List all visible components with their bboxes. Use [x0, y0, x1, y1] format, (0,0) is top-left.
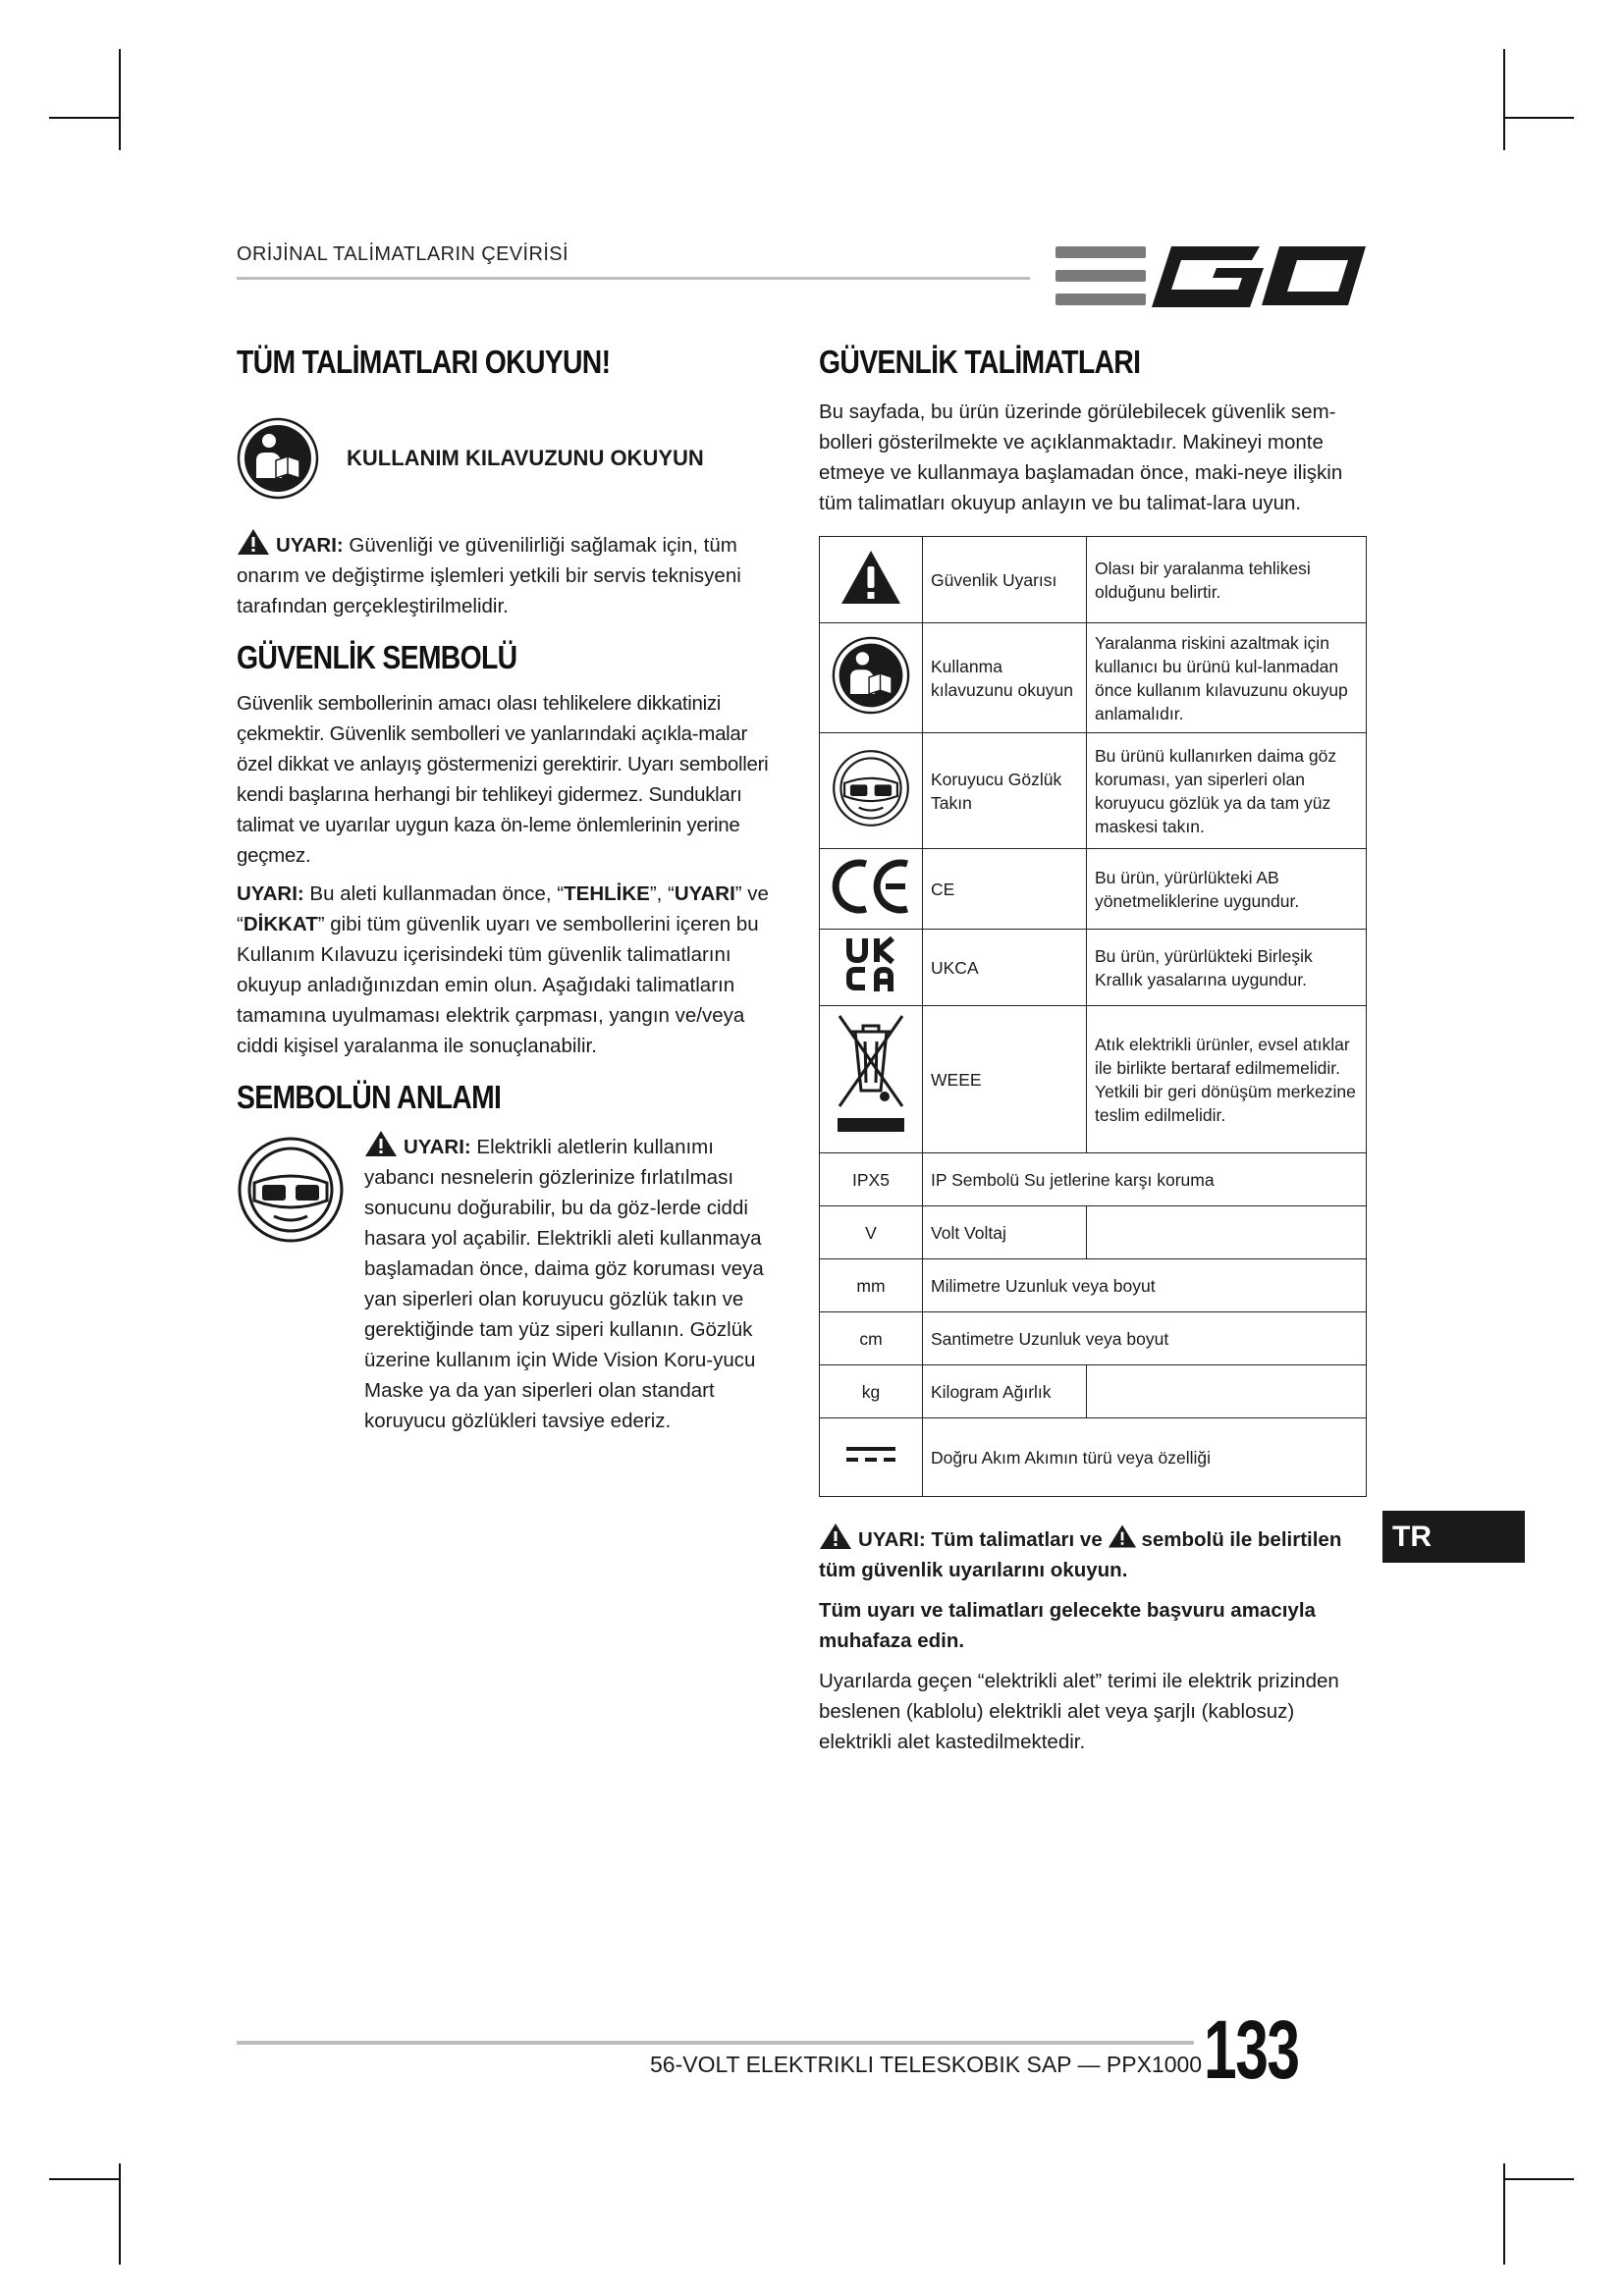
footer-product-title: 56-VOLT ELEKTRIKLI TELESKOBIK SAP — PPX1000 — [650, 2052, 1203, 2077]
table-cell: Güvenlik Uyarısı — [923, 537, 1087, 623]
table-row — [820, 537, 1367, 623]
table-cell: IPX5 — [820, 1153, 923, 1206]
table-cell: Milimetre Uzunluk veya boyut — [923, 1259, 1367, 1312]
table-cell: Bu ürün, yürürlükteki AB yönetmeliklerine uygundur. — [1087, 849, 1367, 930]
table-cell: Bu ürün, yürürlükteki Birleşik Krallık yasalarına uygundur. — [1087, 930, 1367, 1006]
crop-mark — [1503, 2178, 1574, 2180]
table-cell: V — [820, 1206, 923, 1259]
bottom-warning — [819, 1522, 1369, 1585]
table-cell: Kullanma kılavuzunu okuyun — [923, 623, 1087, 733]
table-row — [820, 623, 1367, 733]
heading-read-all: TÜM TALİMATLARI OKUYUN! — [237, 344, 611, 380]
header-title: ORİJİNAL TALİMATLARIN ÇEVİRİSİ — [237, 243, 568, 265]
table-cell — [820, 1418, 923, 1497]
intro-paragraph: Bu sayfada, bu ürün üzerinde görülebilecek güvenlik sem-bolleri gösterilmekte ve açıklanmaktadır. Makineyi monte etmeye ve kullanmaya başlamadan önce, maki-neye ilişkin tüm talimatları okuyup anlayın ve bu talimat-lara uyun. — [819, 400, 1343, 514]
table-cell: cm — [820, 1312, 923, 1365]
keyword-uyari: UYARI — [674, 882, 735, 905]
crop-mark — [49, 2178, 120, 2180]
read-manual-icon — [832, 636, 910, 715]
warning-text: sembolü ile belirtilen tüm güvenlik uyarılarını okuyun. — [819, 1528, 1342, 1581]
table-cell — [820, 930, 923, 1006]
table-cell: CE — [923, 849, 1087, 930]
table-cell: Santimetre Uzunluk veya boyut — [923, 1312, 1367, 1365]
table-cell: Volt Voltaj — [923, 1206, 1087, 1259]
table-cell — [1087, 1206, 1367, 1259]
symbol-table — [819, 536, 1367, 1497]
read-manual-icon — [237, 417, 319, 500]
warning-label: UYARI: — [276, 534, 344, 557]
table-cell — [820, 733, 923, 849]
table-row — [820, 849, 1367, 930]
keyword-dikkat: DİKKAT — [243, 913, 318, 935]
ukca-mark-icon — [843, 936, 898, 993]
table-cell: Bu ürünü kullanırken daima göz koruması, yan siperleri olan koruyucu gözlük ya da tam yüz maskesi takın. — [1087, 733, 1367, 849]
safety-goggles-icon — [237, 1136, 345, 1244]
warning-triangle-icon — [839, 549, 902, 606]
keyword-tehlike: TEHLİKE — [564, 882, 650, 905]
goggles-warning-block — [237, 1130, 782, 1436]
warning-text: ” ve “ — [237, 882, 769, 935]
table-cell: IP Sembolü Su jetlerine karşı koruma — [923, 1153, 1367, 1206]
table-cell: Koruyucu Gözlük Takın — [923, 733, 1087, 849]
weee-bin-icon — [834, 1012, 908, 1142]
warning-triangle-icon — [237, 528, 270, 556]
table-cell: WEEE — [923, 1006, 1087, 1153]
ego-logo — [1056, 240, 1370, 311]
symbol-paragraph: Güvenlik sembollerinin amacı olası tehlikelere dikkatinizi çekmektir. Güvenlik sembolleri ve yanlarındaki açıkla-malar özel dikkat ve anlayış göstermenizi gerektirir. Uyarı sembolleri kendi başlarına herhangi bir tehlikeyi gidermez. Sundukları talimat ve uyarılar uygun kaza ön-leme önlemlerinin yerine geçmez. — [237, 692, 769, 867]
table-cell — [820, 1006, 923, 1153]
table-cell: UKCA — [923, 930, 1087, 1006]
safety-goggles-icon — [832, 749, 910, 828]
table-cell: Yaralanma riskini azaltmak için kullanıcı bu ürünü kul-lanmadan önce kullanım kılavuzunu okuyup anlamalıdır. — [1087, 623, 1367, 733]
table-cell — [1087, 1365, 1367, 1418]
table-cell: kg — [820, 1365, 923, 1418]
table-row — [820, 930, 1367, 1006]
heading-symbol-meaning: SEMBOLÜN ANLAMI — [237, 1079, 502, 1115]
table-cell — [820, 623, 923, 733]
warning-triangle-icon — [819, 1522, 852, 1550]
table-row — [820, 1365, 1367, 1418]
header-rule — [237, 277, 1030, 280]
keep-instructions: Tüm uyarı ve talimatları gelecekte başvuru amacıyla muhafaza edin. — [819, 1599, 1316, 1652]
table-cell: Kilogram Ağırlık — [923, 1365, 1087, 1418]
table-row — [820, 1153, 1367, 1206]
direct-current-icon — [846, 1445, 895, 1465]
table-row — [820, 1206, 1367, 1259]
table-cell — [820, 849, 923, 930]
warning-label: UYARI: — [404, 1136, 471, 1158]
heading-safety-instructions: GÜVENLİK TALİMATLARI — [819, 344, 1141, 380]
read-manual-label: KULLANIM KILAVUZUNU OKUYUN — [347, 446, 704, 470]
crop-mark — [119, 49, 121, 150]
table-row — [820, 1259, 1367, 1312]
crop-mark — [1503, 49, 1505, 150]
right-column — [819, 344, 1369, 1757]
table-row — [820, 1312, 1367, 1365]
warning-text: Bu aleti kullanmadan önce, “ — [303, 882, 565, 905]
table-cell: Doğru Akım Akımın türü veya özelliği — [923, 1418, 1367, 1497]
power-tool-term: Uyarılarda geçen “elektrikli alet” terimi ile elektrik prizinden beslenen (kablolu) elektrikli alet veya şarjlı (kablosuz) elektrikli alet kastedilmektedir. — [819, 1670, 1339, 1753]
warning-text: ” gibi tüm güvenlik uyarı ve sembollerini içeren bu Kullanım Kılavuzu içerisindeki tüm güvenlik talimatlarını okuyup anladığınızdan emin olun. Aşağıdaki talimatların tamamına uyulmaması elektrik çarpması, yangın ve/veya ciddi kişisel yaralanma ile sonuçlanabilir. — [237, 913, 759, 1057]
warning-service — [237, 528, 782, 621]
warning-label: UYARI: — [237, 882, 304, 905]
warning-text: UYARI: Tüm talimatları ve — [858, 1528, 1109, 1551]
language-tab: TR — [1382, 1511, 1525, 1563]
crop-mark — [49, 117, 120, 119]
goggles-warning — [364, 1130, 782, 1436]
warning-read-manual — [237, 879, 782, 1061]
crop-mark — [1503, 117, 1574, 119]
table-cell — [820, 537, 923, 623]
table-row — [820, 1418, 1367, 1497]
left-column — [237, 344, 782, 1436]
warning-text: Elektrikli aletlerin kullanımı yabancı nesnelerin gözlerinize fırlatılması sonucunu doğurabilir, bu da göz-lerde ciddi hasara yol açabilir. Elektrikli aleti kullanmaya başlamadan önce, daima göz koruması veya yan siperleri olan koruyucu gözlük takın ve gerektiğinde tam yüz siperi kullanın. Gözlük üzerine kullanım için Wide Vision Koru-yucu Maske ya da yan siperleri olan standart koruyucu gözlükleri tavsiye ederiz. — [364, 1136, 764, 1432]
warning-text: Güvenliği ve güvenilirliği sağlamak için, tüm onarım ve değiştirme işlemleri yetkili bir servis teknisyeni tarafından gerçekleştirilmelidir. — [237, 534, 741, 617]
table-row — [820, 1006, 1367, 1153]
table-cell: Olası bir yaralanma tehlikesi olduğunu belirtir. — [1087, 537, 1367, 623]
warning-triangle-icon — [364, 1130, 398, 1157]
table-cell: mm — [820, 1259, 923, 1312]
table-cell: Atık elektrikli ürünler, evsel atıklar ile birlikte bertaraf edilmemelidir. Yetkili bir geri dönüşüm merkezine teslim edilmelidir. — [1087, 1006, 1367, 1153]
page-number: 133 — [1204, 2003, 1299, 2096]
warning-triangle-icon — [1108, 1523, 1137, 1549]
read-manual-row — [237, 414, 782, 503]
footer-rule — [237, 2041, 1194, 2045]
ce-mark-icon — [829, 856, 913, 917]
table-row — [820, 733, 1367, 849]
warning-text: ”, “ — [649, 882, 675, 905]
heading-safety-symbol: GÜVENLİK SEMBOLÜ — [237, 639, 517, 675]
